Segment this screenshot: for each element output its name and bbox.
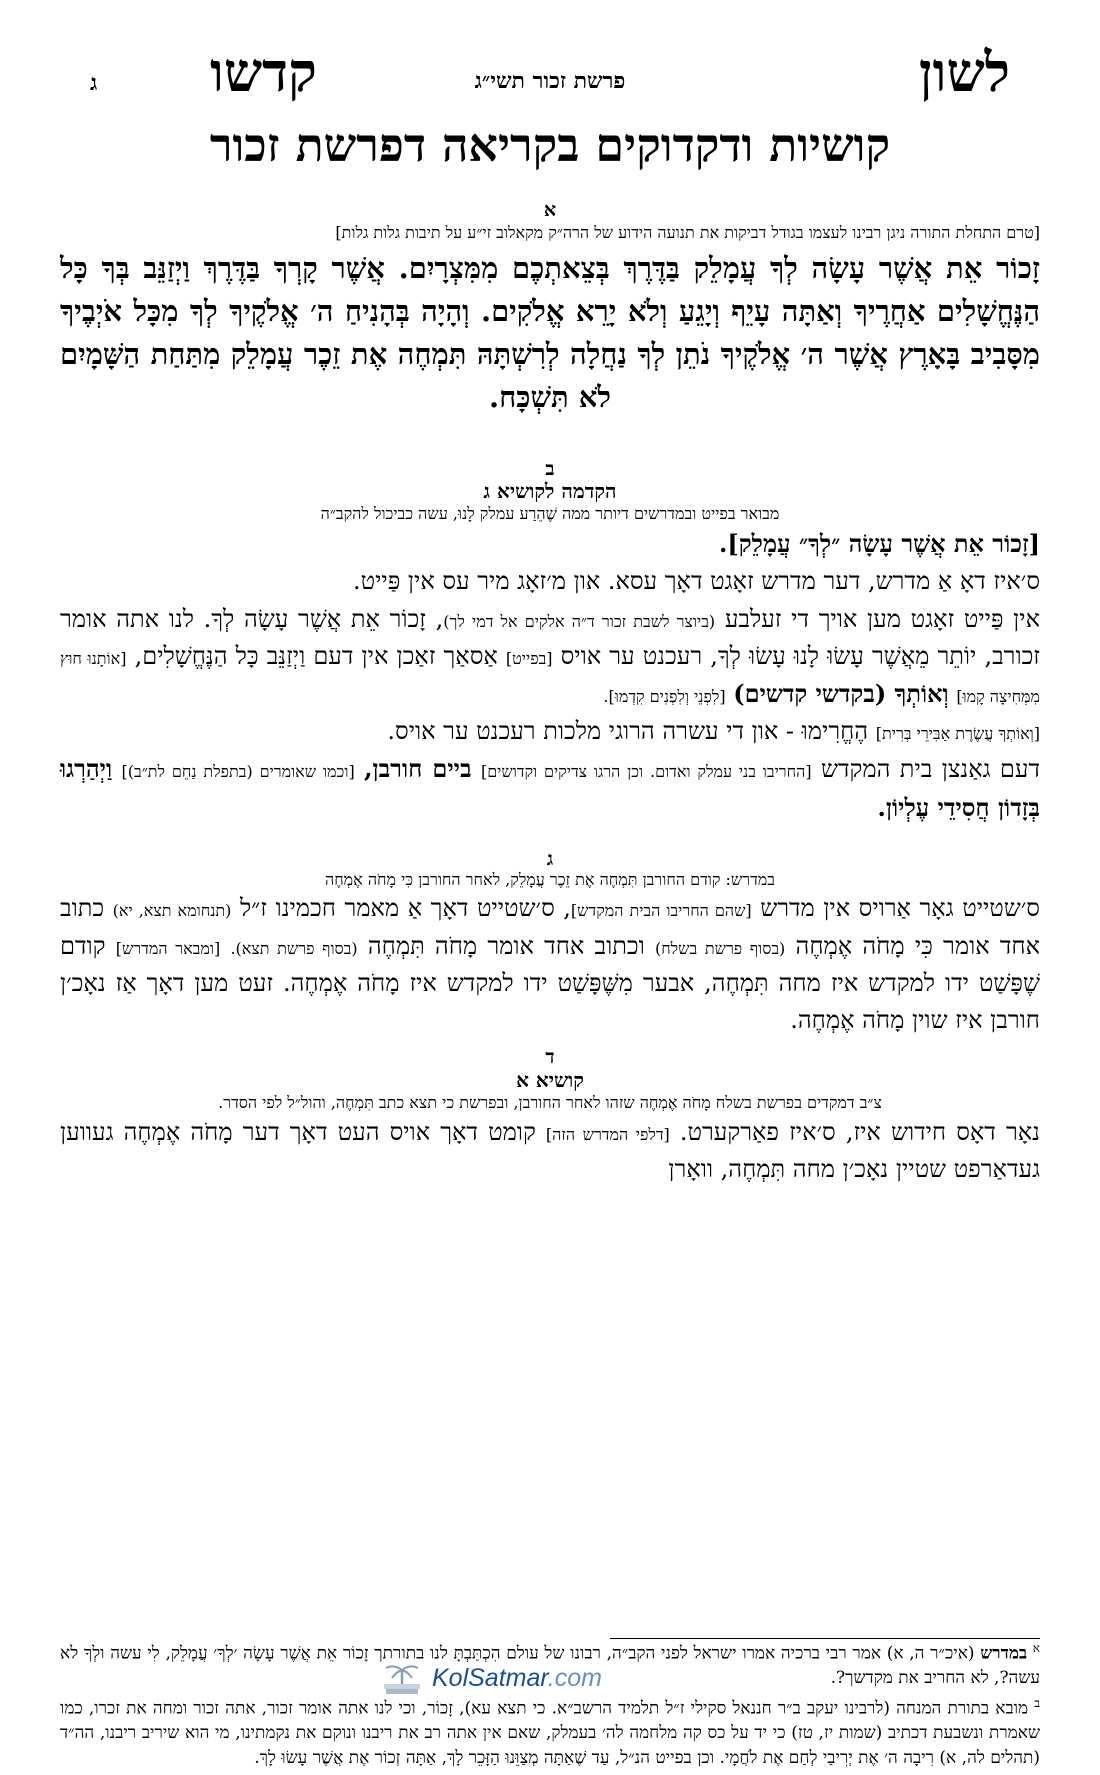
page-title: קושיות ודקדוקים בקריאה דפרשת זכור xyxy=(209,118,891,172)
running-header xyxy=(60,40,1040,120)
section-c-letter: ג xyxy=(546,847,554,870)
header-title-right: לשון xyxy=(918,40,1010,104)
section-c-paragraph-1: ס׳שטייט גאָר אַרויס אין מדרש [שהם החריבו הבית המקדש], ס׳שטייט דאָך אַ מאמר חכמינו ז״ל (תנחומא תצא, יא) כתוב אחד אומר כִּי מָחֹה אֶמְחֶה (בסוף פרשת בשלח) וכתוב אחד אומר מָחֹה תִּמְחֶה (בסוף פרשת תצא). [ומבאר המדרש] קודם שֶׁפָּשַׁט ידו למקדש איז מחה תִּמְחֶה, אבער מִשֶּׁפָּשַׁט ידו למקדש איז מָחֹה אֶמְחֶה. זעט מען דאָך אַז נאָכ׳ן חורבן איז שוין מָחֹה אֶמְחֶה. xyxy=(60,894,1040,1034)
section-d-paragraph-1: נאָר דאָס חידוש איז, ס׳איז פאַרקערט. [דלפי המדרש הזה] קומט דאָך אויס העט דאָך דער מָחֹה אֶמְחֶה געווען געדאַרפט שטיין נאָכ׳ן מחה תִּמְחֶה, וואָרן xyxy=(60,1117,1040,1184)
section-d-subtitle: קושיא א xyxy=(516,1068,584,1093)
section-a-letter: א xyxy=(543,199,557,221)
kolsatmar-watermark xyxy=(380,1660,640,1696)
palm-tree-books-icon xyxy=(380,1660,424,1696)
section-c-note: במדרש: קודם החורבן תִּמְחֶה אֶת זֵכֶר עֲמָלֵק, לאחר החורבן כִּי מָחֹה אֶמְחֶה xyxy=(324,869,775,889)
section-b-paragraph-1: ס׳איז דאָ אַ מדרש, דער מדרש זאָגט דאָך עסא. און מ׳זאָג מיר עס אין פַּייט. xyxy=(353,567,1040,596)
section-d-note: צ״ב דמקדים בפרשת בשלח מָחֹה אֶמְחֶה שזהו לאחר החורבן, ובפרשת כי תצא כתב תִּמְחֶה, והול״ל לפי הסדר. xyxy=(218,1093,882,1113)
section-b-heading: [זָכוֹר אֵת אֲשֶׁר עָשָׂה ״לְךָ״ עֲמָלֵק]. xyxy=(719,529,1040,559)
section-b-subtitle: הקדמה לקושיא ג xyxy=(483,479,617,504)
header-title-left: קדשו xyxy=(210,40,317,104)
section-b-paragraph-4: דעם גאַנצן בית המקדש [החריבו בני עמלק ואדום. וכן הרגו צדיקים וקדושים] ביים חורבן, [וכמו שאומרים (בתפלת נַחֵם לת״ב)] וַיְהַרְגוּ בְּזָדוֹן חֲסִידֵי עֶלְיוֹן. xyxy=(60,754,1041,822)
footnote-1: $^א$ במדרש (איכ״ר ה, א) אמר רבי ברכיה אמרו ישראל לפני הקב״ה, רבונו של עולם הִכְתַּבְתָּ לנו בתורתך זָכוֹר אֵת אֲשֶׁר עָשָׂה ׳לְךָ׳ עֲמָלֵק, לִי עשה ולְךָ לא עשה?, לא החריב את מקדשך?. xyxy=(60,1641,1040,1689)
footnote-divider xyxy=(610,1638,1040,1639)
footnote-2: $^ב$ מובא בתורת המנחה (לרבינו יעקב ב״ר חננאל סקילי ז״ל תלמיד הרשב״א. כי תצא עא), זָכוֹר, וכי לנו אתה אומר זכור, אתה זכור ומחה את זכרו, כמו שאמרת ונשבעת דכתיב (שמות יז, טז) כי יד על כס קה מלחמה לה׳ בעמלק, שאם אין אתה רב את ריבנו ונוקם את נקמתינו, מי הוא שיריב ריבנו, הה״ד (תהלים לה, א) רִיבָה ה׳ אֶת יְרִיבַי לְחַם אֶת לֹחֲמָי. וכן בפייט הנ״ל, עַד שֶׁאַתָּה מְצַוֵּנוּ הַזָּכֵר לָךְ, אַתָּה זְכוֹר אֶת אֲשֶׁר עָשׂוּ לָךְ. xyxy=(60,1695,1041,1768)
main-content xyxy=(60,200,1040,1188)
watermark-text: KolSatmar.com xyxy=(432,1664,602,1692)
section-a-intro: [טרם התחלת התורה ניגן רבינו לעצמו בגודל דביקות את תנועה הידוע של הרה״ק מקאלוב זי״ע על תיבות גלות גלות] xyxy=(335,222,1040,242)
section-b-note: מבואר בפייט ובמדרשים דיותר ממה שֶׁהֵרַע עמלק לָנוּ, עשה כביכול להקב״ה xyxy=(320,504,780,524)
section-b-paragraph-2: אין פַּייט זאָגט מען אויך די זעלבע (ביוצר לשבת זכור ד״ה אלקים אל דמי לך), זָכוֹר אֵת אֲשֶׁר עָשָׂה לְךָ. לנו אתה אומר זכורב, יוֹתֵר מֵאֲשֶׁר עָשׂוּ לָנוּ עָשׂוּ לְךָ, רעכנט ער אויס [בפייט] אַסאַך זאַכן אין דעם וַיְזַנֵּב כָּל הַנֶּחֱשָׁלִים, [אוֹתָנוּ חוּץ מִמְּחִיצָה קָמוּ] וְאוֹתְךָ (בקדשי קדשים) [לִפְנֵי וְלִפְנִים קִדְמוּ]. xyxy=(60,604,1040,708)
header-parsha: פרשת זכור תשי״ג xyxy=(474,68,626,94)
section-a-verse: זָכוֹר אֵת אֲשֶׁר עָשָׂה לְךָ עֲמָלֵק בַּדֶּרֶךְ בְּצֵאתְכֶם מִמִּצְרָיִם. אֲשֶׁר קָרְךָ בַּדֶּרֶךְ וַיְזַנֵּב בְּךָ כָּל הַנֶּחֱשָׁלִים אַחֲרֶיךָ וְאַתָּה עָיֵף וְיָגֵעַ וְלֹא יָרֵא אֱלֹקִים. וְהָיָה בְּהָנִיחַ ה׳ אֱלֹקֶיךָ לְךָ מִכָּל אֹיְבֶיךָ מִסָּבִיב בָּאָרֶץ אֲשֶׁר ה׳ אֱלֹקֶיךָ נֹתֵן לְךָ נַחֲלָה לְרִשְׁתָּהּ תִּמְחֶה אֶת זֵכֶר עֲמָלֵק מִתַּחַת הַשָּׁמָיִם לֹא תִּשְׁכָּח. xyxy=(60,250,1040,414)
section-d-letter: ד xyxy=(545,1046,555,1069)
page-number: ג xyxy=(90,70,98,96)
section-b-paragraph-3: [וְאוֹתְךָ עֲשֶׂרֶת אַבִּירֵי בְּרִית] הֶחֱרִימוּ - און די עשרה הרוגי מלכות רעכנט ער אויס. xyxy=(387,717,1040,746)
section-b-letter: ב xyxy=(545,457,555,480)
